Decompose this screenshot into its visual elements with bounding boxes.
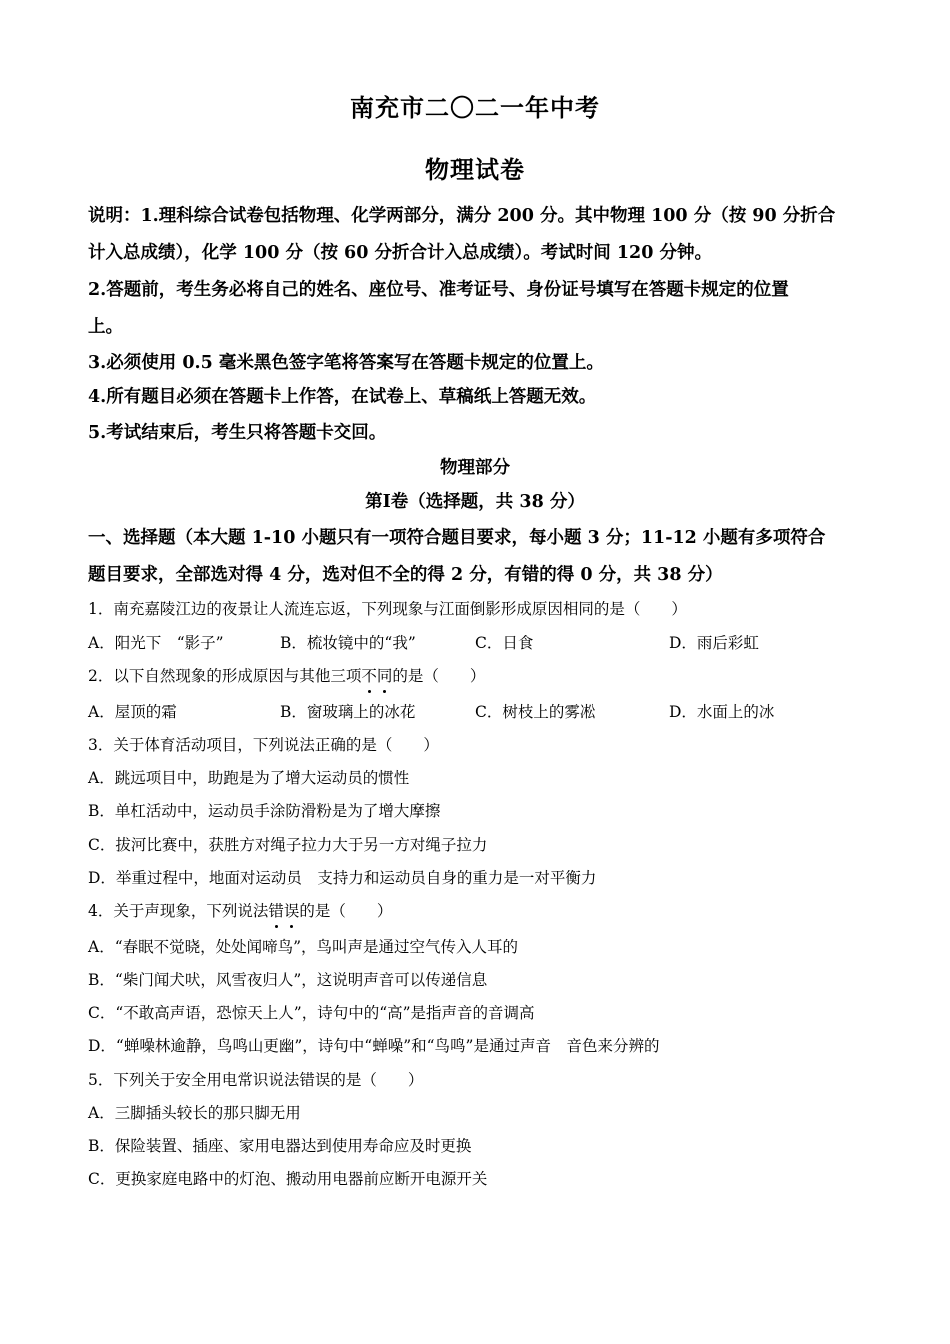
question-2-options [88, 701, 868, 723]
question-4-option-b: B．“柴门闻犬吠，风雪夜归人”，这说明声音可以传递信息 [88, 971, 488, 989]
question-4-option-c: C．“不敢高声语，恐惊天上人”，诗句中的“高”是指声音的音调高 [88, 1004, 535, 1022]
part-heading: 题目要求，全部选对得 4 分，选对但不全的得 2 分，有错的得 0 分，共 38 分） [88, 565, 723, 585]
question-3-option-d: D．举重过程中，地面对运动员 支持力和运动员自身的重力是一对平衡力 [88, 869, 597, 887]
question-3-option-c: C．拔河比赛中，获胜方对绳子拉力大于另一方对绳子拉力 [88, 836, 488, 854]
question-5-option-b: B．保险装置、插座、家用电器达到使用寿命应及时更换 [88, 1137, 472, 1155]
emphasis-char: 误 [283, 902, 300, 920]
emphasis-char: 同 [376, 667, 393, 685]
instruction-line: 2.答题前，考生务必将自己的姓名、座位号、准考证号、身份证号填写在答题卡规定的位置 [88, 280, 789, 300]
instruction-line: 计入总成绩），化学 100 分（按 60 分折合计入总成绩）。考试时间 120 分钟。 [88, 243, 712, 263]
option-c: C．日食 [475, 634, 534, 652]
instruction-line: 说明：1.理科综合试卷包括物理、化学两部分，满分 200 分。其中物理 100 分（按 90 分折合 [88, 206, 836, 226]
exam-title: 南充市二〇二一年中考 [350, 93, 600, 122]
option-a: A．阳光下 “影子” [88, 634, 224, 652]
instruction-line: 3.必须使用 0.5 毫米黑色签字笔将答案写在答题卡规定的位置上。 [88, 353, 604, 373]
question-5-stem: 5．下列关于安全用电常识说法错误的是（ ） [88, 1071, 424, 1089]
question-2-stem: 2．以下自然现象的形成原因与其他三项不同的是（ ） [88, 667, 486, 685]
instruction-line: 上。 [88, 317, 123, 337]
option-c: C．树枝上的雾凇 [475, 703, 596, 721]
option-d: D．水面上的冰 [669, 703, 775, 721]
instruction-line: 5.考试结束后，考生只将答题卡交回。 [88, 423, 387, 443]
volume-title: 第Ⅰ卷（选择题，共 38 分） [365, 492, 585, 512]
question-1-options [88, 632, 868, 654]
option-a: A．屋顶的霜 [88, 703, 177, 721]
option-d: D．雨后彩虹 [669, 634, 759, 652]
part-heading: 一、选择题（本大题 1-10 小题只有一项符合题目要求，每小题 3 分；11-12 小题有多项符合 [88, 528, 826, 548]
question-5-option-c: C．更换家庭电路中的灯泡、搬动用电器前应断开电源开关 [88, 1170, 488, 1188]
question-1-stem: 1．南充嘉陵江边的夜景让人流连忘返，下列现象与江面倒影形成原因相同的是（ ） [88, 600, 687, 618]
emphasis-char: 不 [361, 667, 377, 685]
question-3-option-a: A．跳远项目中，助跑是为了增大运动员的惯性 [88, 769, 410, 787]
option-b: B．梳妆镜中的“我” [280, 634, 416, 652]
section-title: 物理部分 [440, 458, 510, 478]
question-3-option-b: B．单杠活动中，运动员手涂防滑粉是为了增大摩擦 [88, 802, 441, 820]
question-3-stem: 3．关于体育活动项目，下列说法正确的是（ ） [88, 736, 439, 754]
question-4-option-d: D．“蝉噪林逾静，鸟鸣山更幽”，诗句中“蝉噪”和“鸟鸣”是通过声音 音色来分辨的 [88, 1037, 660, 1055]
option-b: B．窗玻璃上的冰花 [280, 703, 416, 721]
instruction-line: 4.所有题目必须在答题卡上作答，在试卷上、草稿纸上答题无效。 [88, 387, 597, 407]
question-5-option-a: A．三脚插头较长的那只脚无用 [88, 1104, 301, 1122]
question-4-stem: 4．关于声现象，下列说法错误的是（ ） [88, 902, 393, 920]
exam-subtitle: 物理试卷 [425, 155, 525, 184]
question-4-option-a: A．“春眠不觉晓，处处闻啼鸟”，鸟叫声是通过空气传入人耳的 [88, 938, 519, 956]
emphasis-char: 错 [268, 902, 284, 920]
